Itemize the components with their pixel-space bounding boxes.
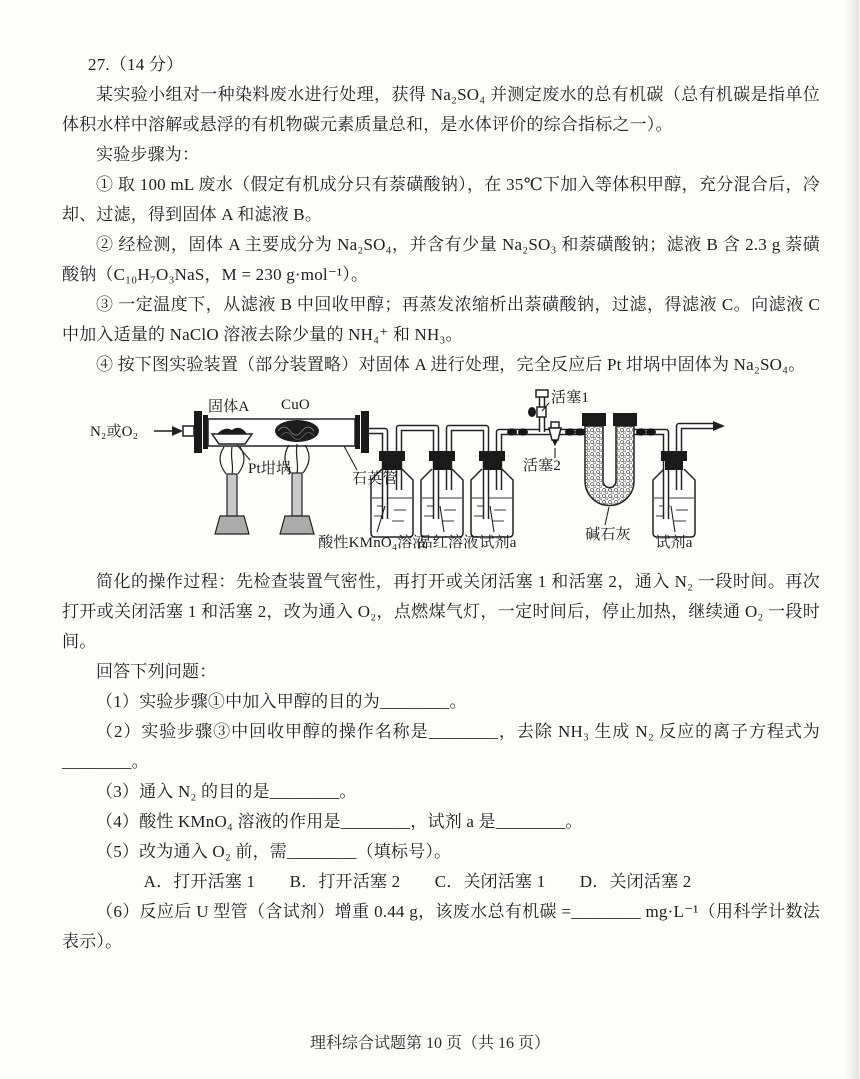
wash-bottle-3 bbox=[471, 469, 513, 537]
wash-bottle2-label: 品红溶液 bbox=[417, 535, 479, 551]
procedure-paragraph: 简化的操作过程：先检查装置气密性，再打开或关闭活塞 1 和活塞 2，通入 N₂ 一段时间。再次打开或关闭活塞 1 和活塞 2，改为通入 O₂，点燃煤气灯，一定时间后，停止加热，继续通 O₂ 一段时间。 bbox=[62, 572, 820, 651]
u-tube bbox=[582, 413, 637, 506]
page-footer: 理科综合试题第 10 页（共 16 页） bbox=[309, 1035, 550, 1052]
inlet-arrow-icon bbox=[172, 426, 183, 436]
u-tube-label: 碱石灰 bbox=[585, 527, 631, 543]
burner-2 bbox=[280, 444, 314, 534]
question-4: （4）酸性 KMnO₄ 溶液的作用是________，试剂 a 是________。 bbox=[96, 812, 583, 831]
apparatus-figure bbox=[62, 386, 820, 561]
question-1: （1）实验步骤①中加入甲醇的目的为________。 bbox=[96, 692, 467, 711]
step-1: ① 取 100 mL 废水（假定有机成分只有萘磺酸钠），在 35℃下加入等体积甲醇，充分混合后，冷却、过滤，得到固体 A 和滤液 B。 bbox=[62, 175, 820, 224]
stopcock-2 bbox=[549, 422, 561, 446]
question-2: （2）实验步骤③中回收甲醇的操作名称是________，去除 NH₃ 生成 N₂ 反应的离子方程式为________。 bbox=[62, 722, 820, 771]
question-intro: 某实验小组对一种染料废水进行处理，获得 Na₂SO₄ 并测定废水的总有机碳（总有机碳是指单位体积水样中溶解或悬浮的有机物碳元素质量总和，是水体评价的综合指标之一）。 bbox=[62, 85, 820, 134]
steps-heading: 实验步骤为： bbox=[96, 145, 200, 164]
question-block bbox=[62, 50, 820, 957]
gas-inlet bbox=[90, 423, 194, 440]
question-3: （3）通入 N₂ 的目的是________。 bbox=[96, 782, 357, 801]
cuo-packing bbox=[275, 420, 319, 442]
quartz-tube-label: 石英管 bbox=[352, 471, 398, 487]
wash-bottle-2 bbox=[421, 469, 463, 537]
wash-bottle4-label: 试剂a bbox=[655, 535, 693, 551]
wash-bottle1-label: 酸性KMnO₄溶液 bbox=[318, 535, 428, 551]
burner-1 bbox=[215, 447, 249, 534]
question-6: （6）反应后 U 型管（含试剂）增重 0.44 g，该废水总有机碳 =________ mg·L⁻¹（用科学计数法表示）。 bbox=[62, 902, 820, 951]
answer-heading: 回答下列问题： bbox=[96, 662, 217, 681]
apparatus-diagram bbox=[62, 386, 820, 561]
scan-edge-shadow bbox=[846, 0, 860, 1079]
stopcock1-label: 活塞1 bbox=[551, 390, 590, 406]
stopcock2-label: 活塞2 bbox=[523, 458, 562, 474]
gas-inlet-label: N₂或O₂ bbox=[90, 424, 139, 440]
step-4: ④ 按下图实验装置（部分装置略）对固体 A 进行处理，完全反应后 Pt 坩埚中固体为 Na₂SO₄。 bbox=[96, 355, 806, 374]
step-3: ③ 一定温度下，从滤液 B 中回收甲醇；再蒸发浓缩析出萘磺酸钠，过滤，得滤液 C。向滤液 C 中加入适量的 NaClO 溶液去除少量的 NH₄⁺ 和 NH₃。 bbox=[62, 295, 820, 344]
step-2: ② 经检测，固体 A 主要成分为 Na₂SO₄，并含有少量 Na₂SO₃ 和萘磺酸钠；滤液 B 含 2.3 g 萘磺酸钠（C₁₀H₇O₃NaS，M = 230 g·mol⁻¹）。 bbox=[62, 235, 820, 284]
cuo-label: CuO bbox=[281, 397, 310, 413]
question-5-options: A．打开活塞 1 B．打开活塞 2 C．关闭活塞 1 D．关闭活塞 2 bbox=[143, 872, 692, 891]
question-5: （5）改为通入 O₂ 前，需________（填标号）。 bbox=[96, 842, 452, 861]
solid-a-label: 固体A bbox=[208, 399, 250, 415]
question-number: 27.（14 分） bbox=[88, 55, 184, 74]
wash-bottle3-label: 试剂a bbox=[479, 535, 517, 551]
outlet-arrow-icon bbox=[713, 421, 725, 431]
pt-crucible-label: Pt坩埚 bbox=[248, 461, 292, 477]
